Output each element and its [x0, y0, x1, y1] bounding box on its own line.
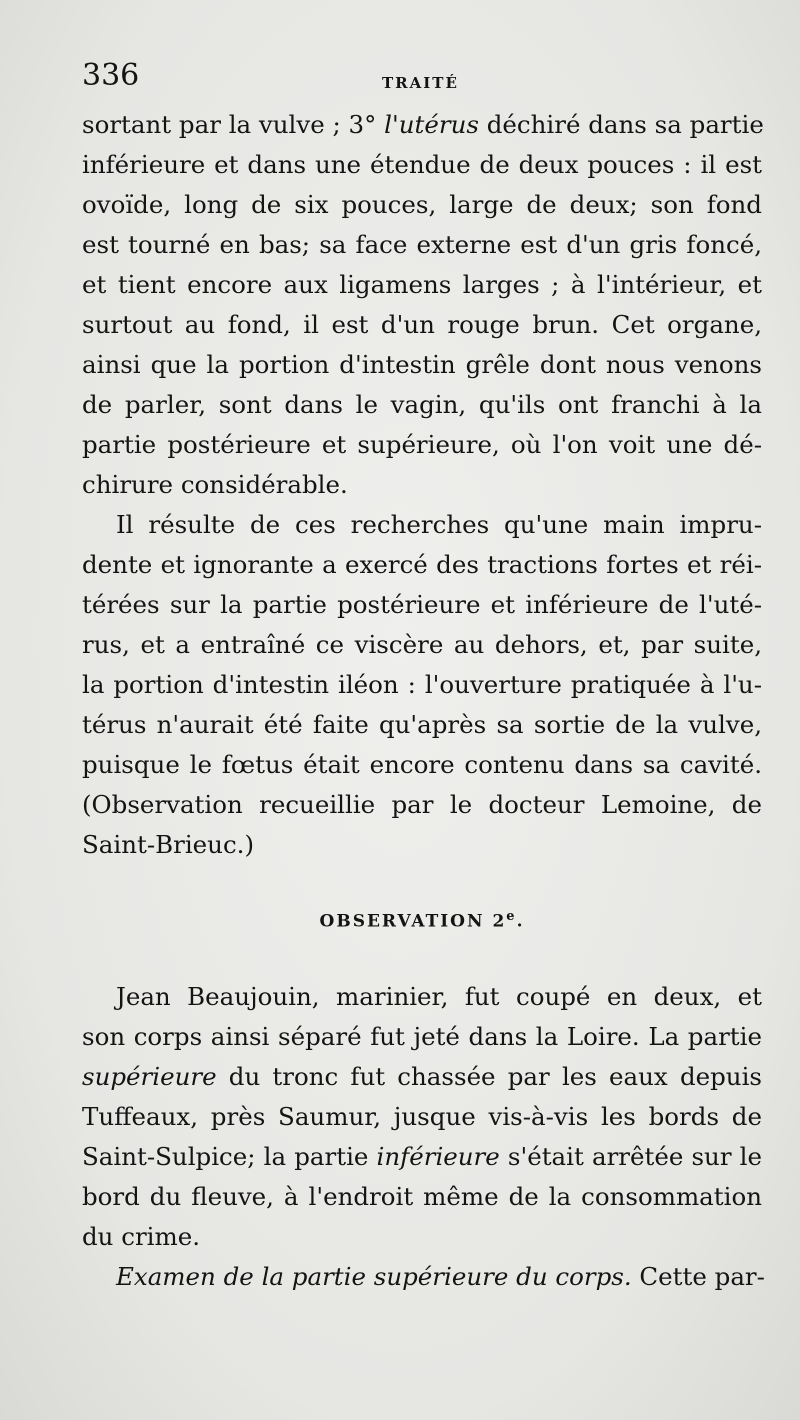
heading-text: OBSERVATION 2 [319, 911, 507, 932]
text-run: Saint-Sulpice; la partie [82, 1142, 377, 1171]
text-line: Saint-Brieuc.) [82, 830, 255, 859]
text-line: Jean Beaujouin, marinier, fut coupé en deux, et [116, 982, 762, 1011]
observation-heading [82, 897, 762, 937]
paragraph-1 [82, 105, 762, 505]
italic-text: inférieure [376, 1142, 500, 1171]
italic-text: Examen de la partie supérieure du corps. [116, 1262, 632, 1291]
text-line: rus, et a entraîné ce viscère au dehors, et, par suite, [82, 630, 762, 659]
text-line: ainsi que la portion d'intestin grêle dont nous venons [82, 350, 762, 379]
italic-text: l'utérus [384, 110, 479, 139]
text-line: est tourné en bas; sa face externe est d'un gris foncé, [82, 230, 762, 259]
text-run: déchiré dans sa partie [478, 110, 764, 139]
paragraph-3 [82, 977, 762, 1257]
text-line: térées sur la partie postérieure et inférieure de l'uté- [82, 590, 762, 619]
body-text [82, 105, 765, 1297]
text-line: la portion d'intestin iléon : l'ouverture pratiquée à l'u- [82, 670, 762, 699]
text-line: térus n'aurait été faite qu'après sa sortie de la vulve, [82, 710, 762, 739]
page-header [82, 58, 762, 98]
text-line: (Observation recueillie par le docteur Lemoine, de [82, 790, 762, 819]
text-line: ovoïde, long de six pouces, large de deux; son fond [82, 190, 762, 219]
text-line [82, 105, 762, 145]
text-line: et tient encore aux ligamens larges ; à l'intérieur, et [82, 270, 762, 299]
running-head: TRAITÉ [382, 74, 459, 92]
text-line [82, 1057, 762, 1097]
heading-superscript: e [506, 909, 517, 924]
text-line: du crime. [82, 1222, 201, 1251]
text-line: Tuffeaux, près Saumur, jusque vis-à-vis les bords de [82, 1102, 762, 1131]
page-number: 336 [82, 58, 140, 93]
text-line [82, 1137, 762, 1177]
text-line: son corps ainsi séparé fut jeté dans la Loire. La partie [82, 1022, 762, 1051]
text-line: de parler, sont dans le vagin, qu'ils ont franchi à la [82, 390, 762, 419]
heading-period: . [516, 911, 525, 932]
text-run: Cette par- [631, 1262, 765, 1291]
text-line: Il résulte de ces recherches qu'une main impru- [116, 510, 762, 539]
italic-text: supérieure [82, 1062, 217, 1091]
text-line: partie postérieure et supérieure, où l'on voit une dé- [82, 430, 762, 459]
text-line: surtout au fond, il est d'un rouge brun. Cet organe, [82, 310, 762, 339]
text-line [82, 1257, 765, 1297]
text-line: chirure considérable. [82, 470, 348, 499]
text-line: bord du fleuve, à l'endroit même de la consommation [82, 1182, 762, 1211]
text-run: du tronc fut chassée par les eaux depuis [216, 1062, 762, 1091]
text-line: puisque le fœtus était encore contenu dans sa cavité. [82, 750, 762, 779]
text-line: inférieure et dans une étendue de deux pouces : il est [82, 150, 762, 179]
text-line: dente et ignorante a exercé des tractions fortes et réi- [82, 550, 762, 579]
text-run: sortant par la vulve ; 3° [82, 110, 385, 139]
paragraph-2 [82, 505, 762, 865]
paragraph-4 [82, 1257, 765, 1297]
text-run: s'était arrêtée sur le [499, 1142, 762, 1171]
